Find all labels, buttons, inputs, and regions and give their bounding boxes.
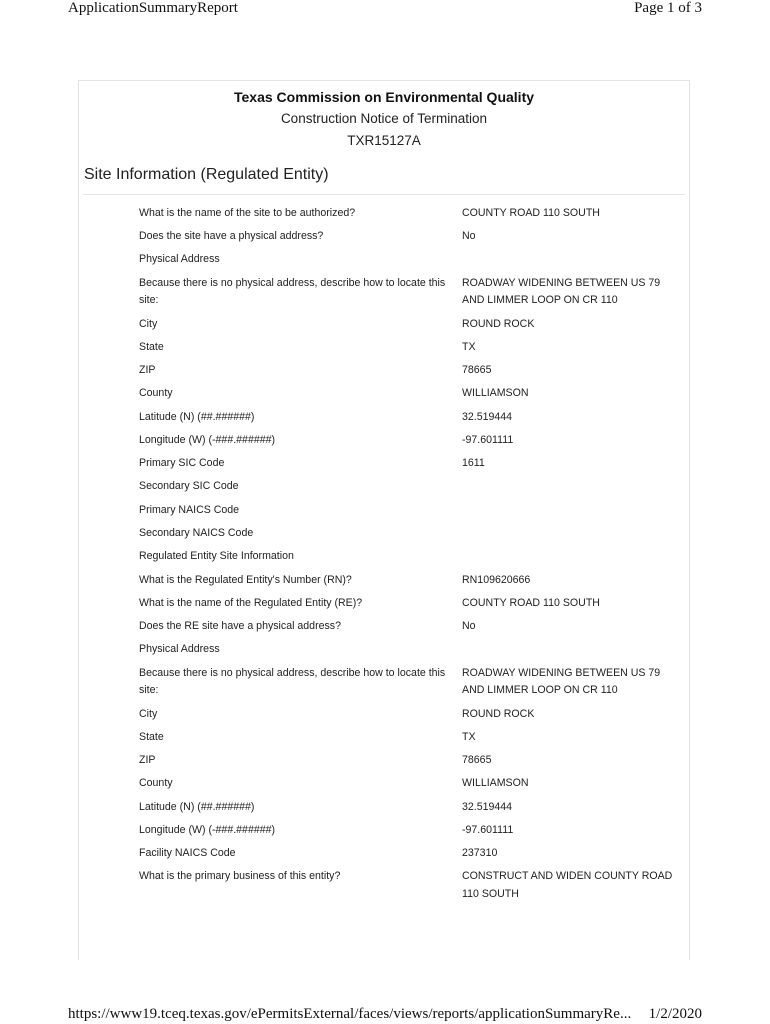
field-row [79,499,689,522]
field-value: ROADWAY WIDENING BETWEEN US 79 AND LIMMER LOOP ON CR 110 [462,276,661,307]
field-label: Longitude (W) (-###.######) [139,823,276,836]
page-url: https://www19.tceq.texas.gov/ePermitsExternal/faces/views/reports/applicationSummaryRe... [68,1006,632,1022]
field-row [79,476,689,499]
print-date: 1/2/2020 [648,1006,702,1022]
field-label: Primary NAICS Code [139,503,240,516]
field-label: What is the name of the site to be authorized? [139,206,356,219]
field-value: ROUND ROCK [462,707,535,720]
permit-number: TXR15127A [347,133,421,148]
field-value: -97.601111 [462,823,514,836]
field-row [79,592,689,615]
field-row [79,842,689,865]
field-value [462,502,682,520]
field-row [79,726,689,749]
field-value: COUNTY ROAD 110 SOUTH [462,206,600,219]
field-row [79,615,689,638]
field-label: Does the RE site have a physical address? [139,620,341,633]
field-value: No [462,230,476,243]
field-label: State [139,730,164,743]
field-value [462,641,682,659]
field-row [79,249,689,272]
field-row [79,406,689,429]
organization-name: Texas Commission on Environmental Quality [233,89,535,105]
field-label: What is the name of the Regulated Entity (RE)? [139,596,363,609]
field-label: ZIP [139,754,156,767]
field-label: Longitude (W) (-###.######) [139,433,276,446]
field-label: What is the Regulated Entity's Number (RN)? [139,573,352,586]
field-row [79,819,689,842]
field-value [462,525,682,543]
field-label: Latitude (N) (##.######) [139,800,255,813]
field-row [79,225,689,248]
field-value: 78665 [462,364,492,377]
field-label: Because there is no physical address, describe how to locate this site: [139,666,446,697]
field-label: Does the site have a physical address? [139,230,324,243]
field-row [79,429,689,452]
field-label: State [139,340,164,353]
report-panel [78,80,690,960]
field-row [79,313,689,336]
field-value: 32.519444 [462,410,513,423]
field-value: TX [462,340,476,353]
field-value: TX [462,730,476,743]
field-label: City [139,317,158,330]
field-row [79,272,689,313]
section-title: Site Information (Regulated Entity) [84,166,329,183]
field-label: County [139,387,173,400]
field-list [79,202,689,906]
field-value: 32.519444 [462,800,513,813]
field-value [462,478,682,496]
field-row [79,662,689,703]
field-value [462,548,682,566]
field-value: WILLIAMSON [462,387,529,400]
field-label: Secondary SIC Code [139,480,239,493]
field-row [79,336,689,359]
field-value: -97.601111 [462,433,514,446]
field-label: Regulated Entity Site Information [139,550,294,563]
field-value: 1611 [462,457,485,470]
field-row [79,382,689,405]
field-row [79,772,689,795]
title-block [79,89,689,152]
field-label: County [139,777,173,790]
field-row [79,866,689,907]
field-label: Latitude (N) (##.######) [139,410,255,423]
field-row [79,796,689,819]
field-value: 237310 [462,847,498,860]
field-row [79,703,689,726]
field-label: Physical Address [139,643,220,656]
field-value: ROADWAY WIDENING BETWEEN US 79 AND LIMMER LOOP ON CR 110 [462,666,661,697]
field-value: CONSTRUCT AND WIDEN COUNTY ROAD 110 SOUTH [462,870,673,900]
form-title: Construction Notice of Termination [280,111,488,126]
field-row [79,202,689,225]
page-number: Page 1 of 3 [634,0,702,16]
field-value: 78665 [462,754,492,767]
field-row [79,569,689,592]
report-name-header: ApplicationSummaryReport [68,0,238,16]
field-row [79,359,689,382]
field-label: Primary SIC Code [139,457,225,470]
field-value [462,251,682,269]
field-value: COUNTY ROAD 110 SOUTH [462,596,600,609]
field-value: ROUND ROCK [462,317,535,330]
field-label: City [139,707,158,720]
field-value: WILLIAMSON [462,777,529,790]
field-value: No [462,620,476,633]
field-row [79,545,689,568]
field-label: ZIP [139,364,156,377]
field-label: Facility NAICS Code [139,847,236,860]
field-label: Secondary NAICS Code [139,527,254,540]
field-row [79,749,689,772]
field-row [79,452,689,475]
field-label: Because there is no physical address, describe how to locate this site: [139,276,446,307]
field-row [79,522,689,545]
section-divider [83,194,685,195]
field-row [79,639,689,662]
field-label: What is the primary business of this entity? [139,870,341,883]
field-label: Physical Address [139,253,220,266]
field-value: RN109620666 [462,573,531,586]
